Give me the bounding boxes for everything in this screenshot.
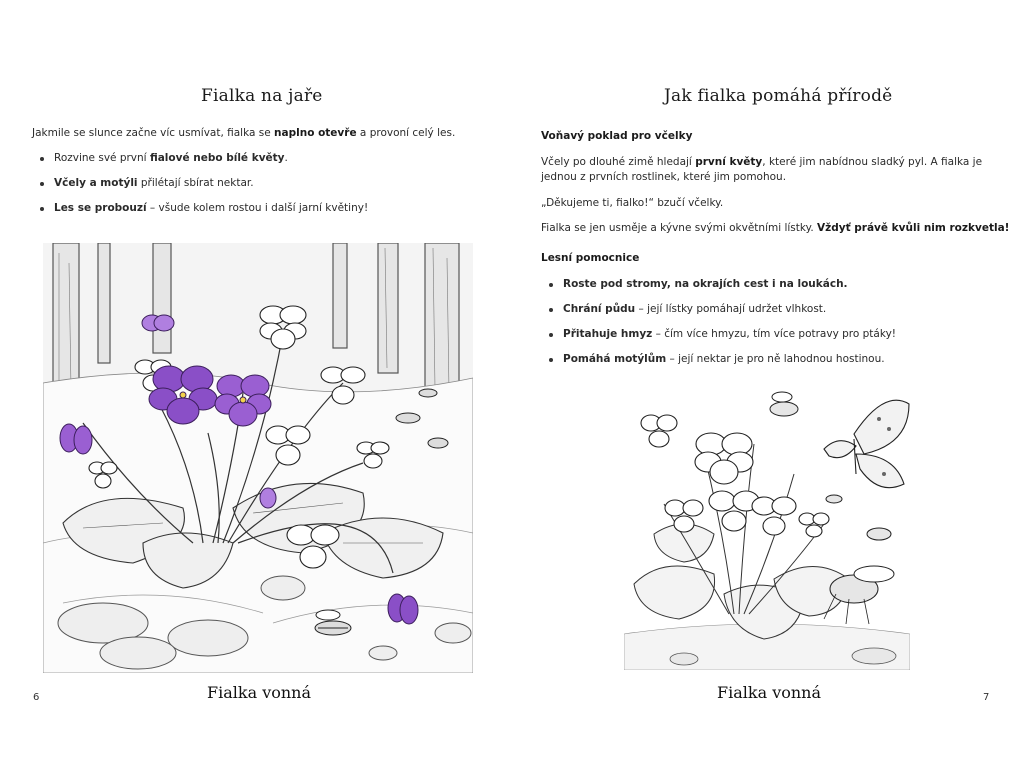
section-heading: Lesní pomocnice — [541, 252, 640, 264]
right-page — [512, 0, 1024, 768]
illustration-caption: Fialka vonná — [207, 683, 312, 702]
page-number: 6 — [33, 692, 40, 703]
list-item: Rozvine své první fialové nebo bílé květy. — [32, 151, 482, 166]
intro-paragraph: Jakmile se slunce začne víc usmívat, fialka se naplno otevře a provoní celý les. — [32, 127, 456, 139]
helper-bullet-list — [541, 277, 1011, 367]
section-heading: Voňavý poklad pro včelky — [541, 130, 693, 142]
list-item: Chrání půdu – její lístky pomáhají udržet vlhkost. — [541, 302, 1011, 317]
quote-paragraph: „Děkujeme ti, fialko!“ bzučí včelky. — [541, 197, 724, 209]
list-item: Včely a motýli přilétají sbírat nektar. — [32, 176, 482, 191]
illustration-svg — [624, 384, 910, 670]
violet-paragraph: Fialka se jen usměje a kývne svými okvětními lístky. Vždyť právě kvůli nim rozkvetla! — [541, 222, 1010, 234]
page-number: 7 — [983, 692, 990, 703]
list-item: Pomáhá motýlům – její nektar je pro ně lahodnou hostinou. — [541, 352, 1011, 367]
page-title: Fialka na jaře — [201, 86, 323, 106]
list-item: Přitahuje hmyz – čím více hmyzu, tím více potravy pro ptáky! — [541, 327, 1011, 342]
illustration-svg — [43, 243, 473, 673]
spring-bullet-list — [32, 151, 482, 216]
list-item: Roste pod stromy, na okrajích cest i na loukách. — [541, 277, 1011, 292]
list-item: Les se probouzí – všude kolem rostou i další jarní květiny! — [32, 201, 482, 216]
violet-forest-illustration — [43, 243, 473, 673]
violet-bees-illustration — [624, 384, 910, 670]
bees-paragraph: Včely po dlouhé zimě hledají první květy, které jim nabídnou sladký pyl. A fialka je jednou z prvních rostlinek, které jim pomohou. — [541, 156, 983, 183]
illustration-caption: Fialka vonná — [717, 683, 822, 702]
page-title: Jak fialka pomáhá přírodě — [664, 86, 893, 106]
